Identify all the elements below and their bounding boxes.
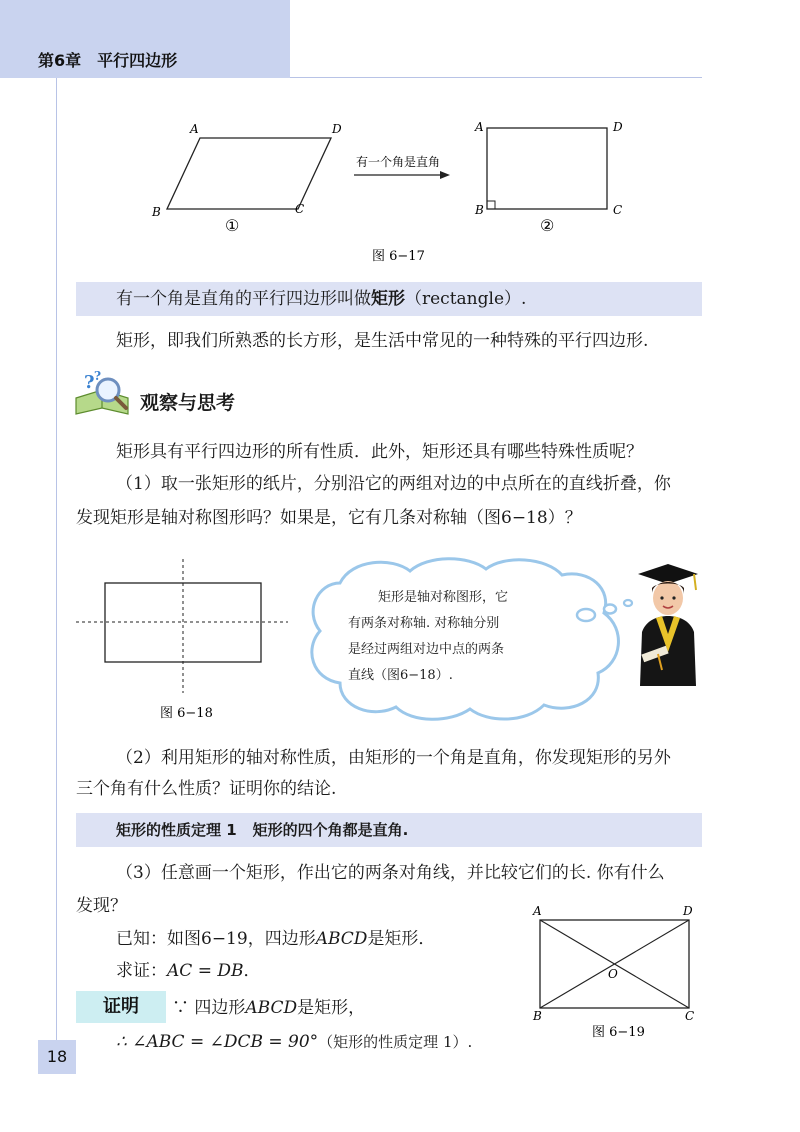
- chapter-title: 第6章 平行四边形: [38, 51, 178, 70]
- prove-prefix: 求证：: [116, 961, 167, 981]
- given-statement: [116, 927, 435, 951]
- arrow-head: [440, 171, 450, 179]
- magnifier-book-icon: [72, 368, 134, 422]
- section-title: 观察与思考: [140, 392, 236, 414]
- definition-box: [76, 282, 702, 316]
- question-2-line-2: 三个角有什么性质？证明你的结论.: [76, 779, 337, 799]
- question-3-line-2: 发现？: [76, 896, 127, 916]
- proof-tag: 证明: [76, 991, 166, 1023]
- figure-6-18: [70, 555, 295, 725]
- label-a-left: A: [190, 122, 199, 136]
- bubble-line-2: 有两条对称轴. 对称轴分别: [348, 616, 500, 631]
- header-rule: [290, 77, 702, 78]
- bubble-line-4: 直线（图6−18）.: [348, 668, 453, 683]
- question-3-line-1: （3）任意画一个矩形，作出它的两条对角线，并比较它们的长. 你有什么: [116, 863, 665, 883]
- question-2-line-1: （2）利用矩形的轴对称性质，由矩形的一个角是直角，你发现矩形的另外: [116, 748, 671, 768]
- label-b-right: B: [475, 203, 484, 217]
- proof-line-1-suffix: 是矩形，: [297, 998, 366, 1018]
- proof-angle-expression: ∴ ∠ABC = ∠DCB = 90°: [116, 1032, 319, 1052]
- proof-line-2: [116, 1030, 472, 1054]
- figure-6-18-caption: 图 6−18: [160, 706, 213, 721]
- proof-because: ∵ 四边形: [172, 998, 246, 1018]
- label-o: O: [608, 967, 618, 981]
- figure-6-17-caption: 图 6−17: [372, 249, 425, 264]
- graduate-student-icon: [632, 560, 702, 690]
- label-c: C: [685, 1009, 695, 1023]
- label-c-left: C: [295, 202, 305, 216]
- right-angle-mark: [487, 201, 495, 209]
- given-suffix: 是矩形．: [367, 929, 436, 949]
- page-number: 18: [38, 1040, 76, 1074]
- label-b-left: B: [152, 205, 161, 219]
- label-d-right: D: [613, 120, 623, 134]
- definition-text: 有一个角是直角的平行四边形叫做: [116, 289, 371, 309]
- rectangle-shape: [487, 128, 607, 209]
- question-1-line-2: 发现矩形是轴对称图形吗？如果是，它有几条对称轴（图6−18）？: [76, 508, 582, 528]
- arrow-caption: 有一个角是直角: [356, 155, 441, 169]
- figure-6-19-caption: 图 6−19: [592, 1025, 645, 1040]
- bubble-text: [348, 585, 509, 689]
- given-quadrilateral: ABCD: [315, 929, 368, 949]
- svg-text:?: ?: [94, 369, 102, 383]
- label-b: B: [533, 1009, 542, 1023]
- label-a-right: A: [475, 120, 484, 134]
- theorem-label: 矩形的性质定理 1: [116, 821, 237, 839]
- figure-number-2: ②: [540, 216, 555, 235]
- prove-expression: AC = DB: [167, 961, 244, 981]
- prove-statement: [116, 959, 260, 983]
- label-a: A: [533, 904, 542, 918]
- figure-6-19: [525, 900, 705, 1045]
- bubble-line-3: 是经过两组对边中点的两条: [348, 642, 505, 657]
- given-prefix: 已知：如图6−19，四边形: [116, 929, 316, 949]
- proof-quadrilateral: ABCD: [245, 998, 298, 1018]
- bubble-line-1: 矩形是轴对称图形，它: [378, 590, 509, 605]
- parallelogram: [167, 138, 331, 209]
- svg-text:?: ?: [84, 372, 95, 393]
- paragraph-rectangle-intro: 矩形，即我们所熟悉的长方形，是生活中常见的一种特殊的平行四边形.: [116, 331, 649, 351]
- figure-6-17: [140, 118, 640, 268]
- definition-english: （rectangle）.: [405, 289, 527, 309]
- label-d-left: D: [332, 122, 342, 136]
- margin-line: [56, 78, 57, 1058]
- label-d: D: [683, 904, 693, 918]
- theorem-box: [76, 813, 702, 847]
- proof-reason: （矩形的性质定理 1）.: [318, 1033, 473, 1051]
- definition-term: 矩形: [371, 289, 405, 309]
- paragraph-properties-question: 矩形具有平行四边形的所有性质．此外，矩形还具有哪些特殊性质呢？: [116, 442, 643, 462]
- prove-suffix: ．: [243, 961, 261, 981]
- figure-number-1: ①: [225, 216, 240, 235]
- theorem-text: 矩形的四个角都是直角.: [252, 821, 409, 839]
- question-1-line-1: （1）取一张矩形的纸片，分别沿它的两组对边的中点所在的直线折叠，你: [116, 474, 671, 494]
- proof-line-1: [172, 996, 365, 1020]
- label-c-right: C: [613, 203, 623, 217]
